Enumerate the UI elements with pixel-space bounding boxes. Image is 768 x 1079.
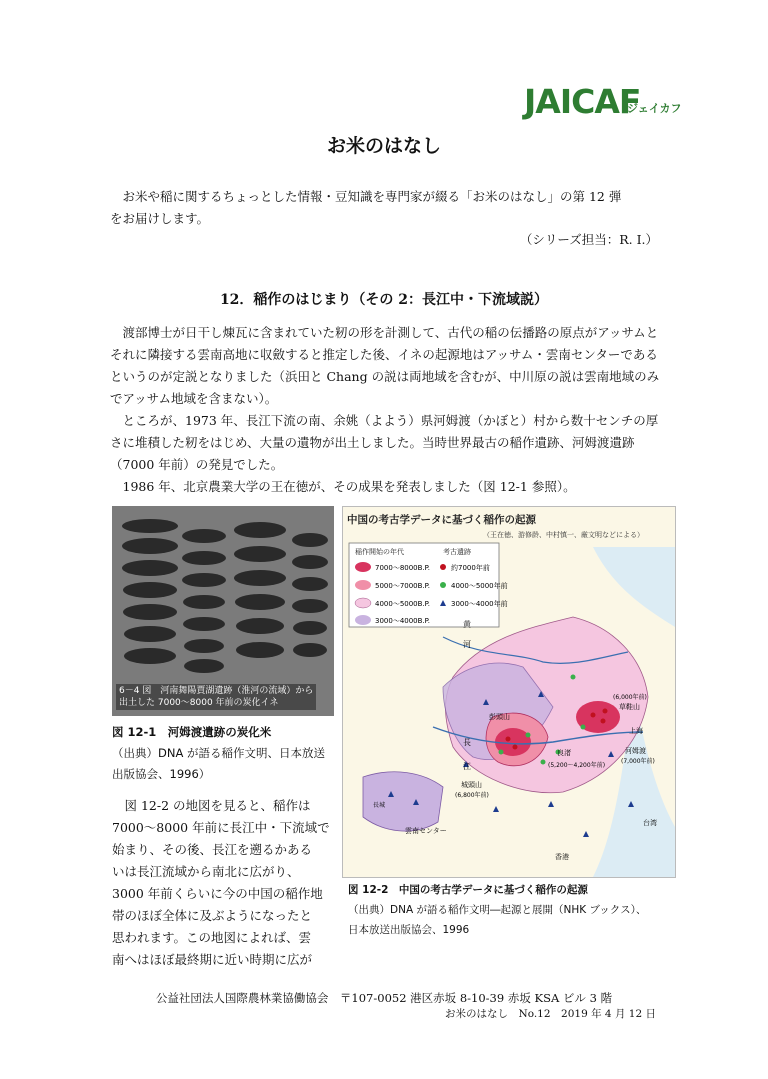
- series-credit: （シリーズ担当：R. I.）: [519, 232, 658, 247]
- body-text: [110, 322, 662, 498]
- label-assam: 長城: [373, 802, 386, 809]
- legend-age-4: 3000～4000B.P.: [375, 617, 431, 625]
- intro-paragraph: [110, 186, 660, 230]
- inset-line-2: 出土した 7000～8000 年前の炭化イネ: [119, 698, 279, 708]
- label-pengtou: 彭頭山: [489, 713, 510, 721]
- column-line: 3000 年前くらいに今の中国の稲作地: [112, 886, 323, 901]
- logo-text: JAICAF: [524, 82, 641, 121]
- legend-left-title: 稲作開始の年代: [355, 548, 404, 556]
- label-shanghai: 上海: [629, 727, 643, 735]
- column-line: 始まり、その後、長江を遡るかある: [112, 842, 313, 857]
- legend-site-3: 3000～4000年前: [451, 600, 508, 608]
- body-paragraph-3: 1986 年、北京農業大学の王在徳が、その成果を発表しました（図 12-1 参照）。: [122, 479, 576, 494]
- legend-swatch-age-4: [355, 615, 371, 625]
- label-hemudu: 河姆渡: [625, 747, 646, 755]
- intro-line-1: お米や稲に関するちょっとした情報・豆知識を専門家が綴る「お米のはなし」の第 12 弾: [122, 189, 622, 204]
- legend-site-2: 4000～5000年前: [451, 582, 508, 590]
- legend-site-red: [440, 564, 446, 570]
- map-title: 中国の考古学データに基づく稲作の起源: [347, 514, 536, 526]
- label-chang: 長: [463, 738, 471, 747]
- map-svg: [343, 507, 675, 877]
- column-line: いは長江流域から南北に広がり、: [112, 864, 300, 879]
- column-line: 7000～8000 年前に長江中・下流域で: [112, 820, 330, 835]
- legend-swatch-age-2: [355, 580, 371, 590]
- legend-swatch-age-3: [355, 598, 371, 608]
- label-chengtou-age: (6,800年前): [455, 792, 489, 799]
- legend-age-1: 7000～8000B.P.: [375, 564, 431, 572]
- label-huang: 黄: [463, 620, 471, 629]
- legend-age-3: 4000～5000B.P.: [375, 600, 431, 608]
- label-caoxie-age: (6,000年前): [613, 694, 647, 701]
- body-paragraph-2: ところが、1973 年、長江下流の南、余姚（よよう）県河姆渡（かぼと）村から数十センチの厚さに堆積した籾をはじめ、大量の遺物が出土しました。当時世界最古の稲作遺跡、河姆渡遺跡（7000 年前）の発見でした。: [110, 413, 659, 472]
- label-hemudu-age: (7,000年前): [621, 758, 655, 765]
- page-title: お米のはなし: [326, 135, 441, 157]
- column-line: 帯のほぼ全体に及ぶようになったと: [112, 908, 313, 923]
- column-line: 思われます。この地図によれば、雲: [112, 930, 312, 945]
- label-chengtou: 城頭山: [461, 781, 482, 789]
- label-hongkong: 香港: [555, 853, 569, 861]
- label-jiang: 江: [463, 762, 471, 771]
- label-liangzhu: 良渚: [557, 749, 571, 757]
- legend-swatch-age-1: [355, 562, 371, 572]
- label-yunnan: 雲南センター: [405, 827, 447, 835]
- label-taiwan: 台湾: [643, 819, 657, 827]
- label-liangzhu-age: (5,200～4,200年前): [548, 762, 606, 769]
- logo-kana: ジェイカフ: [627, 102, 682, 115]
- map-subtitle: （王在徳、游修龄、中村慎一、厳文明などによる）: [483, 531, 644, 539]
- photo-inset-caption: [116, 684, 316, 710]
- legend-right-title: 考古遺跡: [443, 548, 471, 556]
- inset-line-1: 6－4 図 河南舞陽賈湖遺跡（淮河の流域）から: [119, 686, 314, 696]
- figure-1-title: 図 12-1 河姆渡遺跡の炭化米: [112, 725, 272, 739]
- column-line: 南へはほぼ最終期に近い時期に広が: [112, 952, 313, 967]
- left-column-text: [112, 795, 342, 971]
- carbonized-rice-photo: [112, 506, 334, 716]
- footer-address: 公益社団法人国際農林業協働協会 〒107-0052 港区赤坂 8-10-39 赤坂 KSA ビル 3 階: [155, 991, 613, 1005]
- figure-2-title: 図 12-2 中国の考古学データに基づく稲作の起源: [348, 884, 588, 896]
- rice-origin-map: [342, 506, 676, 878]
- column-line: 図 12-2 の地図を見ると、稲作は: [124, 798, 311, 813]
- legend-site-green: [440, 582, 446, 588]
- footer-issue: お米のはなし No.12 2019 年 4 月 12 日: [445, 1008, 656, 1020]
- label-he: 河: [463, 640, 471, 649]
- body-paragraph-1: 渡部博士が日干し煉瓦に含まれていた籾の形を計測して、古代の稲の伝播路の原点がアッサムとそれに隣接する雲南高地に収斂すると推定した後、イネの起源地はアッサム・雲南センターであるというのが定説となりました（浜田と Chang の説は両地域を含むが、中川原の説は雲南地域のみでアッサム地域を含まない）。: [110, 325, 660, 406]
- intro-line-2: をお届けします。: [110, 211, 210, 226]
- legend-age-2: 5000～7000B.P.: [375, 582, 431, 590]
- legend-site-1: 約7000年前: [451, 564, 490, 572]
- figure-2-source-1: （出典）DNA が語る稲作文明―起源と展開（NHK ブックス）、: [348, 904, 647, 916]
- section-heading: 12．稲作のはじまり（その 2：長江中・下流域説）: [219, 292, 549, 308]
- figure-1-source-1: （出典）DNA が語る稲作文明、日本放送: [112, 746, 325, 760]
- figure-2-source-2: 日本放送出版協会、1996: [348, 924, 470, 936]
- jaicaf-logo: [524, 84, 684, 120]
- figure-1-source-2: 出版協会、1996）: [112, 767, 211, 781]
- figure-1-caption: [112, 722, 340, 785]
- figure-2-caption: [348, 880, 678, 940]
- label-caoxie: 草鞋山: [619, 703, 640, 711]
